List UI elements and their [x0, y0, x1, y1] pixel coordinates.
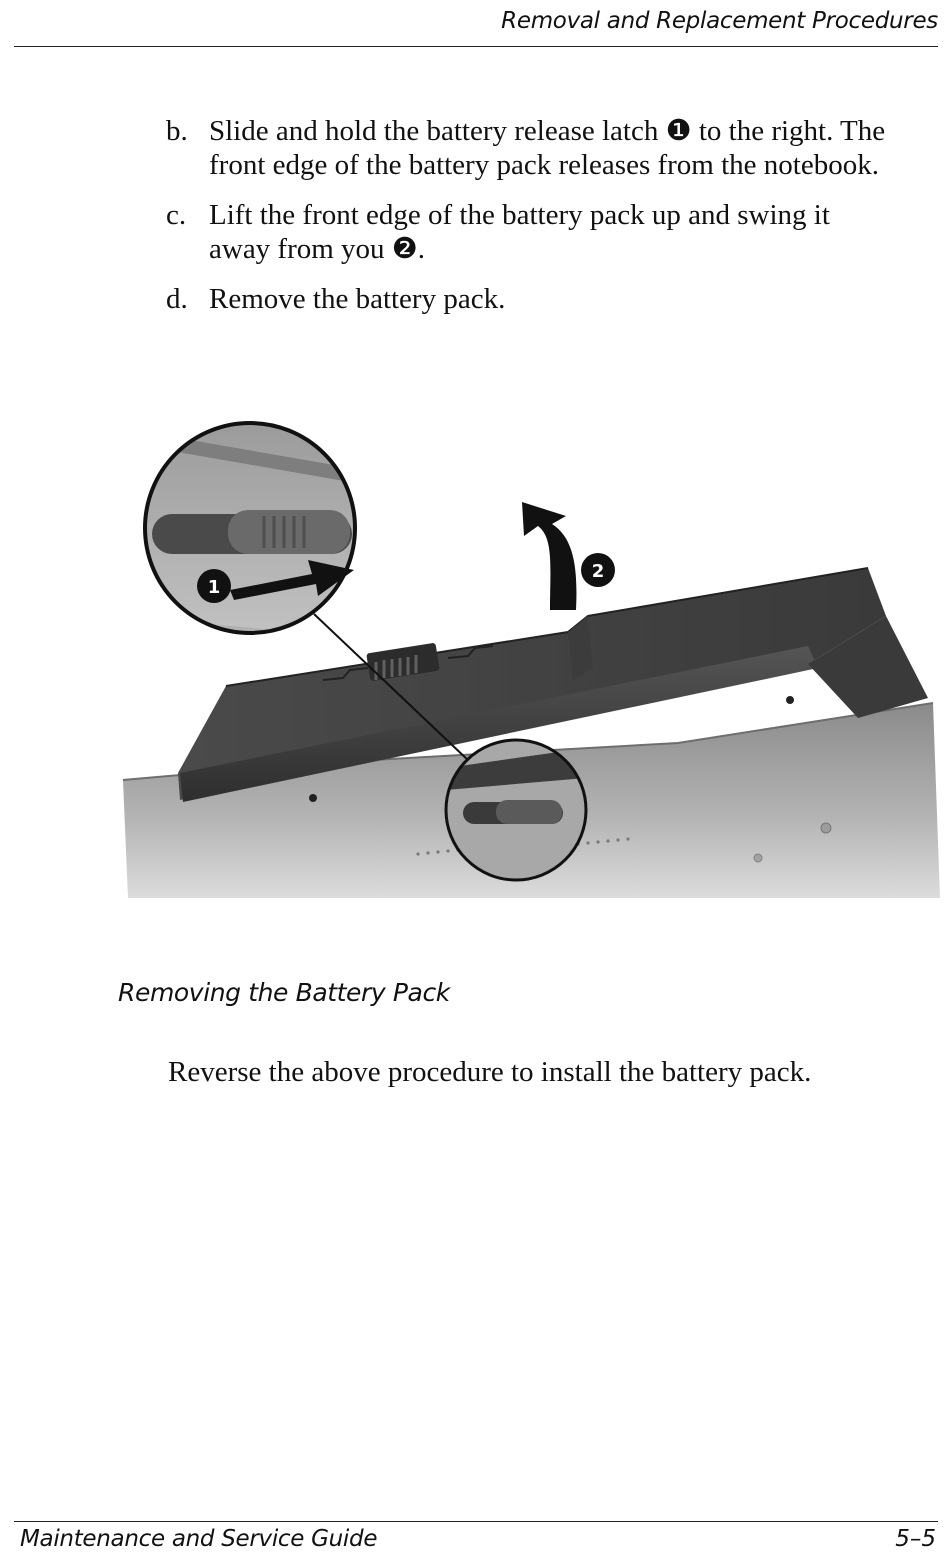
footer-rule — [14, 1521, 938, 1522]
step-letter: d. — [166, 283, 188, 315]
lift-arrow-icon — [522, 502, 576, 610]
latch-location-circle — [446, 740, 586, 880]
callout-1 — [197, 569, 231, 603]
battery-removal-illustration — [118, 418, 940, 918]
header-rule — [14, 46, 938, 47]
step-text-line: Remove the battery pack. — [209, 283, 506, 315]
step-letter: b. — [166, 115, 188, 147]
procedure-steps — [166, 114, 950, 332]
figure-caption: Removing the Battery Pack — [118, 978, 450, 1007]
step-letter: c. — [166, 199, 187, 231]
step-text-line: front edge of the battery pack releases from the notebook. — [209, 149, 879, 181]
step-text-line: Lift the front edge of the battery pack up and swing it — [209, 199, 830, 231]
footer-guide-title: Maintenance and Service Guide — [20, 1526, 378, 1552]
callout-2-label: 2 — [591, 561, 605, 582]
install-note: Reverse the above procedure to install the battery pack. — [168, 1056, 812, 1088]
step-c — [166, 198, 950, 266]
callout-2 — [581, 553, 615, 587]
running-header: Removal and Replacement Procedures — [501, 8, 938, 34]
step-text-line: away from you ❷. — [209, 233, 426, 265]
step-text-line: Slide and hold the battery release latch ❶ to the right. The — [209, 115, 886, 147]
step-b — [166, 114, 950, 182]
callout-1-label: 1 — [207, 577, 221, 598]
step-d — [166, 282, 950, 316]
page-number: 5–5 — [895, 1526, 936, 1552]
zoomed-latch-detail — [138, 418, 368, 658]
